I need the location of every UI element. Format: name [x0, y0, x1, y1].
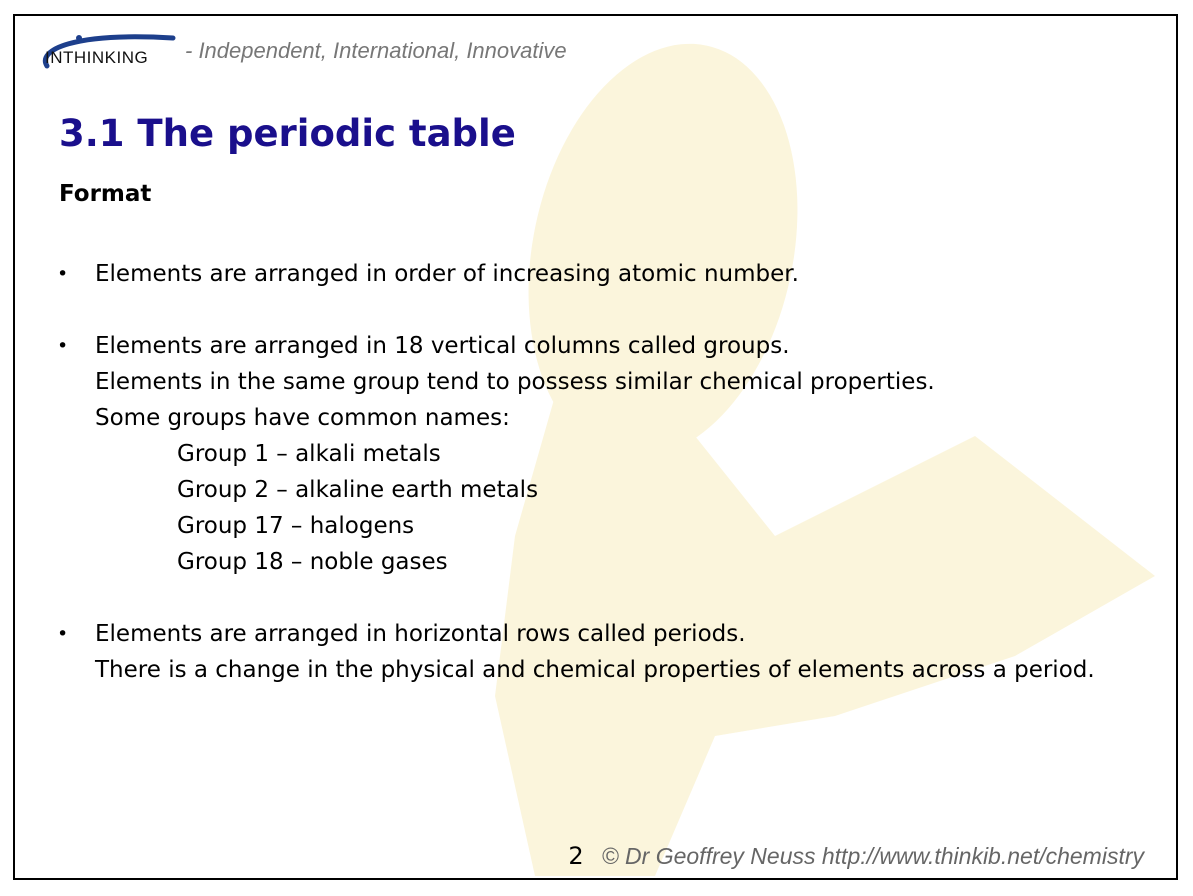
bullet-line: Elements are arranged in order of increasing atomic number.: [95, 261, 799, 287]
group-name-item: Group 17 – halogens: [177, 513, 415, 539]
tagline: - Independent, International, Innovative: [185, 38, 567, 63]
bullet-icon: •: [57, 263, 69, 285]
group-name-item: Group 2 – alkaline earth metals: [177, 477, 539, 503]
header: [33, 30, 567, 70]
bullet-line: Some groups have common names:: [95, 405, 510, 431]
bullet-item: [57, 328, 1137, 580]
slide-title: 3.1 The periodic table: [59, 112, 516, 155]
logo-text: INTHINKING: [45, 48, 149, 67]
bullet-icon: •: [57, 335, 69, 357]
group-name-item: Group 1 – alkali metals: [177, 441, 441, 467]
slide: [13, 14, 1178, 880]
group-names-list: [95, 436, 1137, 580]
bullet-item: [57, 616, 1137, 688]
bullet-line: Elements in the same group tend to possess similar chemical properties.: [95, 369, 935, 395]
section-heading: Format: [59, 181, 152, 207]
inthinking-logo: [33, 30, 183, 70]
bullet-line: Elements are arranged in horizontal rows called periods.: [95, 621, 746, 647]
bullet-icon: •: [57, 623, 69, 645]
copyright-notice: © Dr Geoffrey Neuss http://www.thinkib.net/chemistry: [601, 843, 1144, 869]
bullet-item: [57, 256, 1137, 292]
footer: [568, 842, 1144, 870]
bullet-line: There is a change in the physical and chemical properties of elements across a period.: [95, 657, 1095, 683]
page-number: 2: [568, 842, 584, 870]
group-name-item: Group 18 – noble gases: [177, 549, 448, 575]
bullet-list: [57, 256, 1137, 724]
bullet-line: Elements are arranged in 18 vertical columns called groups.: [95, 333, 790, 359]
